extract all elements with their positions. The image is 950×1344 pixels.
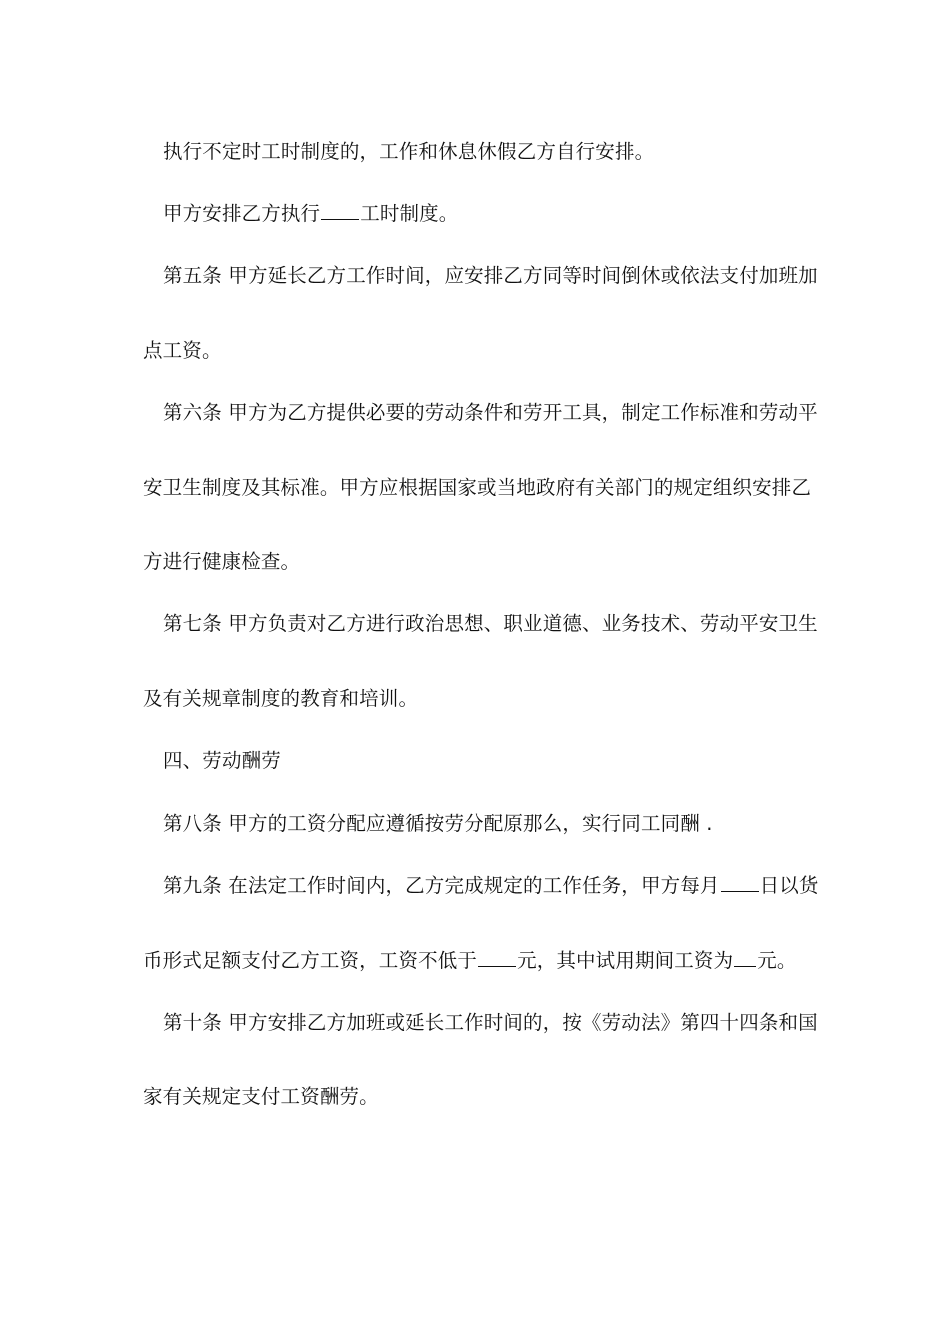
text-segment: 安卫生制度及其标准。甲方应根据国家或当地政府有关部门的规定组织安排乙 <box>143 476 812 499</box>
text-segment: 第八条 甲方的工资分配应遵循按劳分配原那么，实行同工同酬 . <box>163 812 713 835</box>
article-5-line-2 <box>143 339 222 363</box>
article-10-line-1 <box>163 1011 818 1035</box>
article-6-line-1 <box>163 401 818 425</box>
text-segment: 四、劳动酬劳 <box>163 749 281 772</box>
section-heading <box>163 749 281 773</box>
text-segment: 家有关规定支付工资酬劳。 <box>143 1085 379 1108</box>
text-segment: 第十条 甲方安排乙方加班或延长工作时间的，按《劳动法》第四十四条和国 <box>163 1011 818 1034</box>
text-segment: 元，其中试用期间工资为 <box>517 949 734 972</box>
text-segment: 方进行健康检查。 <box>143 550 301 573</box>
article-6-line-3 <box>143 550 300 574</box>
text-segment: 币形式足额支付乙方工资，工资不低于 <box>143 949 478 972</box>
fill-in-blank <box>321 201 359 220</box>
text-segment: 第六条 甲方为乙方提供必要的劳动条件和劳开工具，制定工作标准和劳动平 <box>163 401 818 424</box>
article-10-line-2 <box>143 1085 379 1109</box>
text-segment: 执行不定时工时制度的，工作和休息休假乙方自行安排。 <box>163 140 655 163</box>
article-5-line-1 <box>163 264 818 288</box>
text-segment: 第七条 甲方负责对乙方进行政治思想、职业道德、业务技术、劳动平安卫生 <box>163 612 818 635</box>
fill-in-blank <box>721 873 759 892</box>
text-segment: 甲方安排乙方执行 <box>163 202 321 225</box>
fill-in-blank <box>478 948 516 967</box>
article-7-line-1 <box>163 612 818 636</box>
text-segment: 第九条 在法定工作时间内，乙方完成规定的工作任务，甲方每月 <box>163 874 720 897</box>
text-segment: 工时制度。 <box>360 202 459 225</box>
text-segment: 第五条 甲方延长乙方工作时间，应安排乙方同等时间倒休或依法支付加班加 <box>163 264 818 287</box>
article-6-line-2 <box>143 476 811 500</box>
article-8-line-1 <box>163 812 713 836</box>
article-9-line-2 <box>143 948 797 973</box>
article-9-line-1 <box>163 873 819 898</box>
article-7-line-2 <box>143 687 418 711</box>
fill-in-blank <box>734 948 756 967</box>
text-segment: 元。 <box>757 949 797 972</box>
paragraph-line-1 <box>163 140 654 164</box>
text-segment: 点工资。 <box>143 339 222 362</box>
text-segment: 日以货 <box>759 874 819 897</box>
text-segment: 及有关规章制度的教育和培训。 <box>143 687 419 710</box>
paragraph-line-2 <box>163 201 458 226</box>
